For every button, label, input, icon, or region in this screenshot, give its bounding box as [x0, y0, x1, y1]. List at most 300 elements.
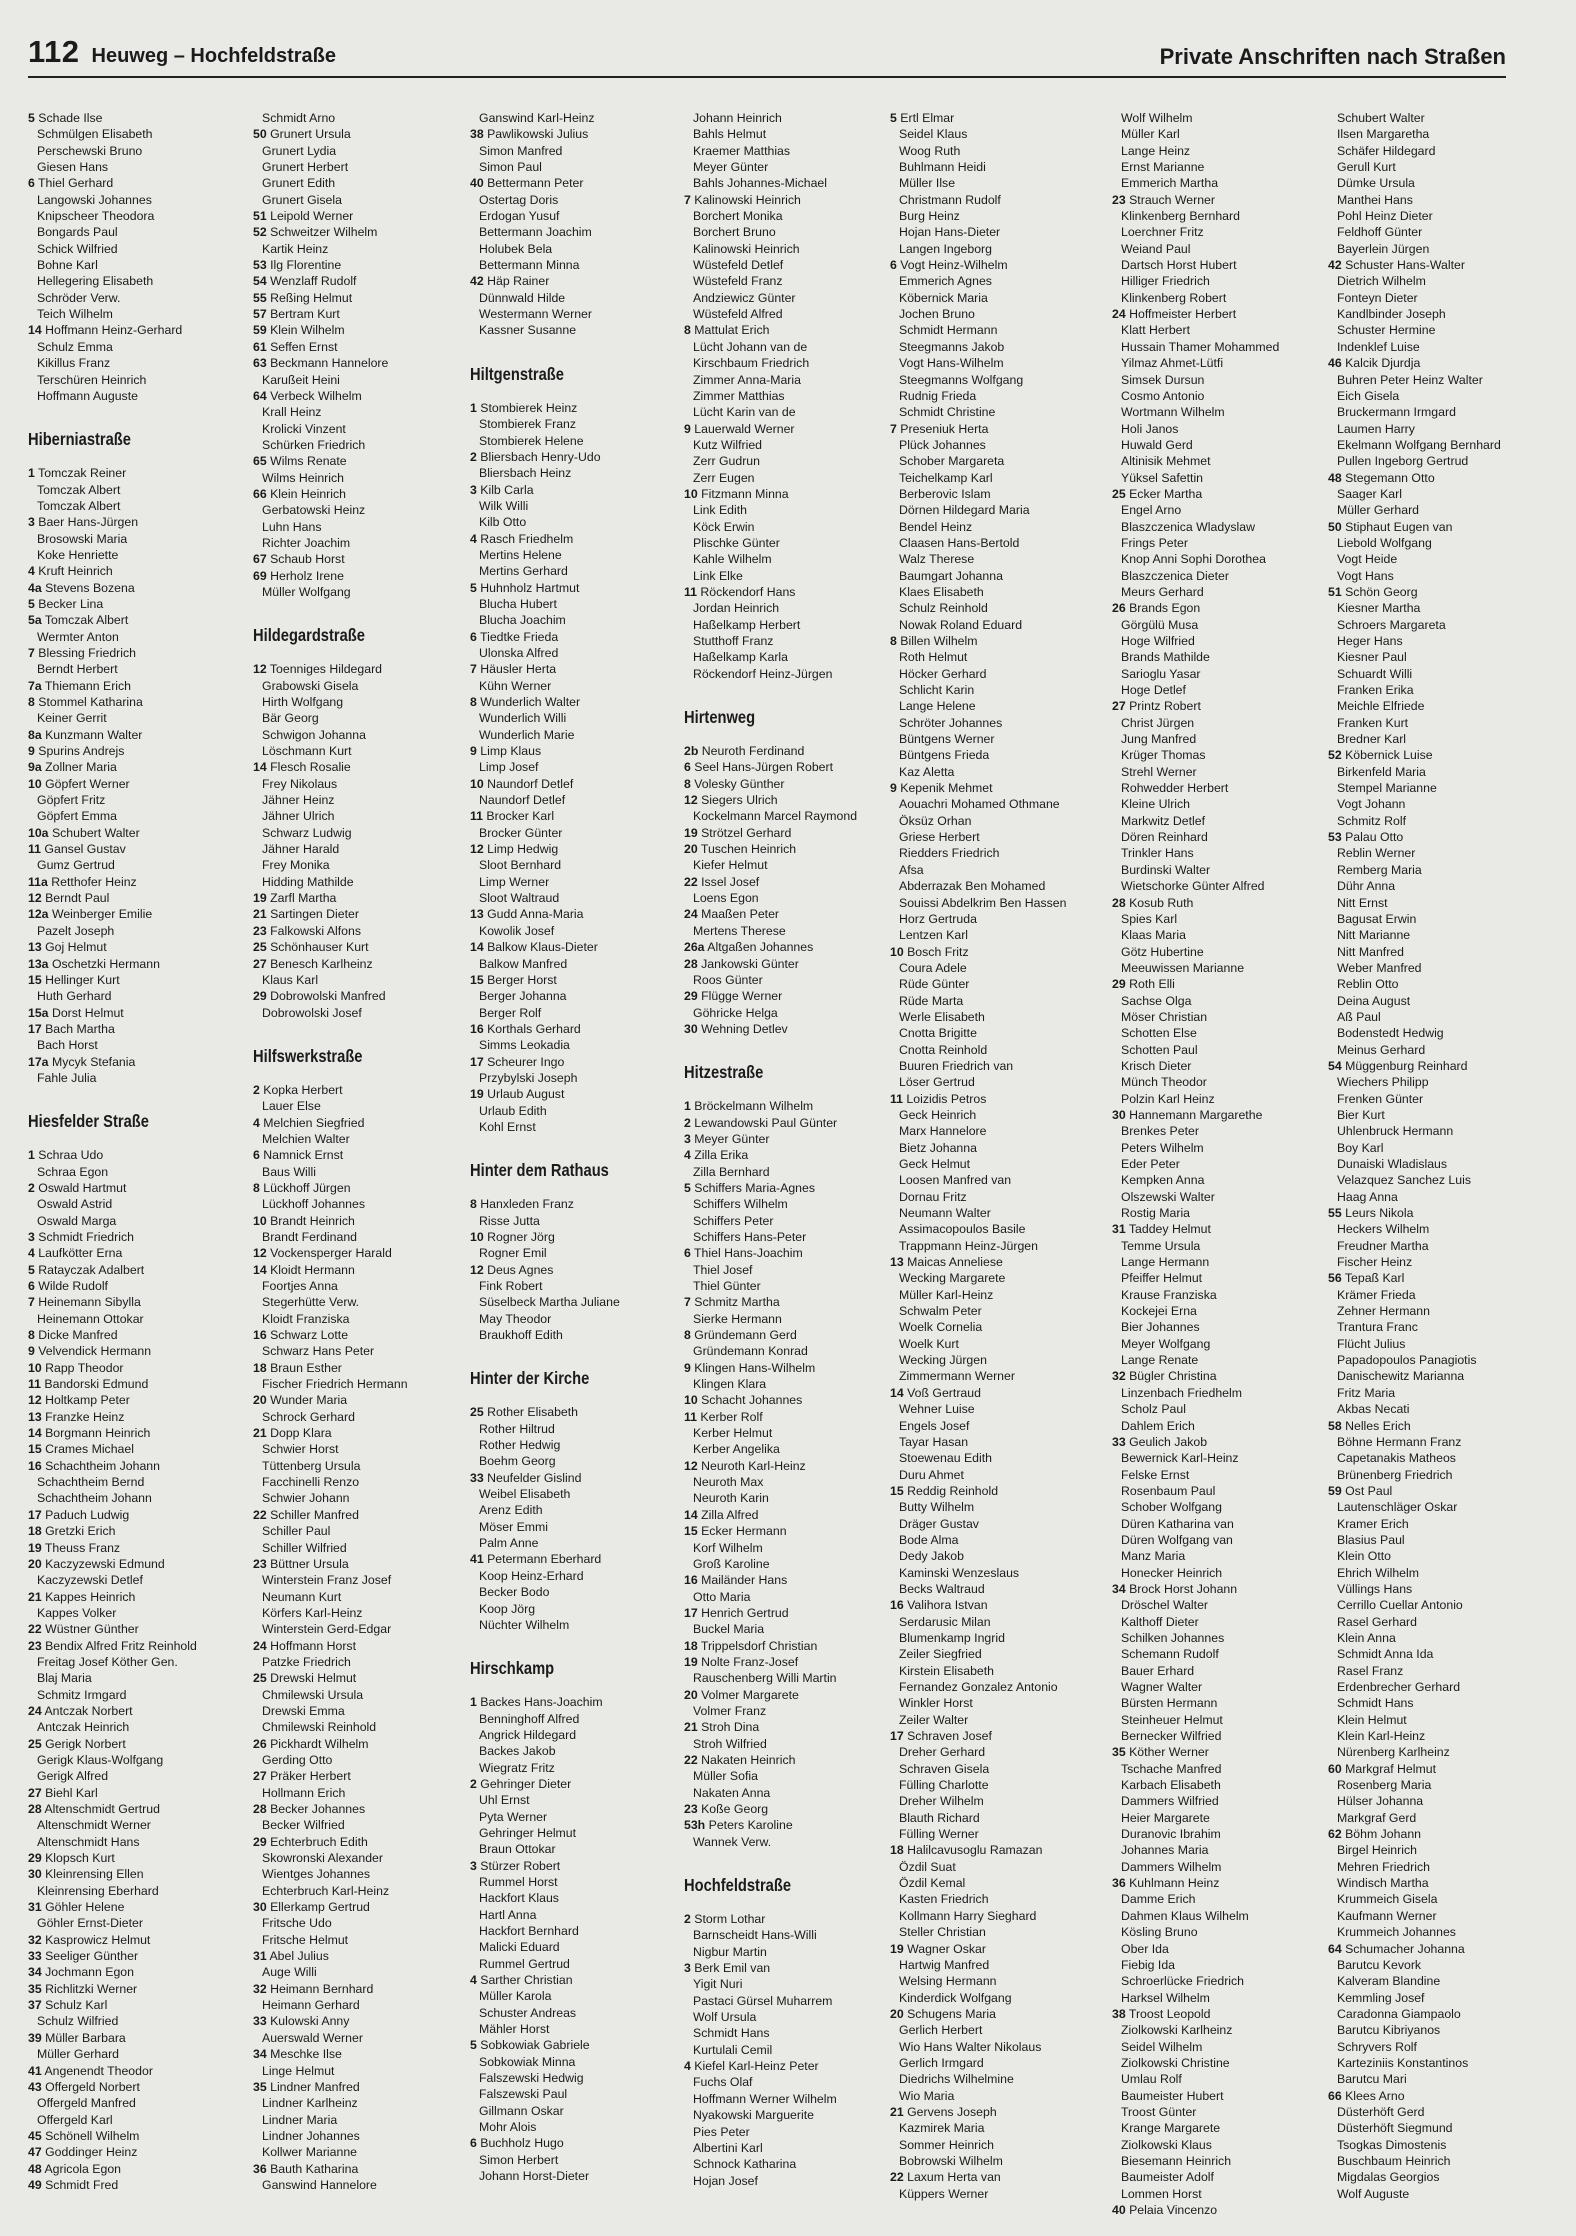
resident-entry	[28, 1768, 232, 1784]
resident-name: Bach Martha	[45, 1021, 115, 1036]
resident-entry	[890, 502, 1094, 518]
resident-name: Dühr Anna	[1337, 879, 1396, 894]
resident-name: Bobrowski Wilhelm	[899, 2153, 1003, 2168]
resident-entry	[890, 437, 1094, 453]
resident-entry	[28, 498, 232, 514]
resident-entry	[470, 874, 674, 890]
resident-name: Afsa	[899, 862, 924, 877]
resident-name: Geck Heinrich	[899, 1107, 977, 1122]
resident-name: Abderrazak Ben Mohamed	[899, 879, 1046, 894]
resident-name: Fischer Heinz	[1337, 1255, 1413, 1270]
resident-name: Nigbur Martin	[693, 1944, 767, 1959]
resident-entry	[1112, 1957, 1316, 1973]
resident-entry	[28, 988, 232, 1004]
resident-entry	[684, 972, 888, 988]
resident-entry	[890, 1908, 1094, 1924]
resident-entry	[890, 584, 1094, 600]
house-number: 16	[28, 1458, 42, 1473]
resident-entry	[28, 2030, 232, 2046]
resident-entry	[1112, 2137, 1316, 2153]
resident-entry	[1112, 2039, 1316, 2055]
resident-name: Eder Peter	[1121, 1157, 1180, 1171]
resident-entry	[890, 355, 1094, 371]
resident-name: Häp Rainer	[487, 274, 550, 289]
resident-name: Grunert Lydia	[262, 143, 337, 158]
resident-entry	[684, 404, 888, 420]
resident-entry	[1328, 1924, 1532, 1940]
resident-entry	[253, 486, 457, 502]
house-number: 15	[890, 1483, 904, 1498]
resident-entry	[28, 890, 232, 906]
resident-name: Bruckermann Irmgard	[1337, 405, 1456, 420]
resident-entry	[1112, 339, 1316, 355]
resident-entry	[890, 1516, 1094, 1532]
resident-name: Blasius Paul	[1337, 1532, 1405, 1547]
resident-name: Neuroth Max	[693, 1475, 764, 1490]
resident-name: Horz Gertruda	[899, 911, 977, 926]
resident-entry	[470, 1825, 674, 1841]
resident-name: Stevens Bozena	[45, 580, 135, 595]
house-number: 11	[684, 1409, 697, 1424]
resident-name: Burg Heinz	[899, 209, 960, 224]
resident-name: Pyta Werner	[479, 1809, 548, 1824]
house-number: 20	[684, 842, 698, 857]
resident-entry	[28, 2046, 232, 2062]
resident-name: Grunert Gisela	[262, 192, 342, 207]
resident-entry	[684, 776, 888, 792]
resident-name: Neuroth Karl-Heinz	[701, 1458, 806, 1473]
resident-name: Falszewski Paul	[479, 2087, 568, 2102]
resident-name: Griese Herbert	[899, 830, 980, 845]
resident-name: Rummel Gertrud	[479, 1956, 570, 1971]
resident-name: Klein Karl-Heinz	[1337, 1729, 1426, 1744]
house-number: 2	[684, 1115, 691, 1130]
resident-name: Rasel Gerhard	[1337, 1614, 1417, 1629]
resident-entry	[253, 1883, 457, 1899]
resident-entry	[253, 1785, 457, 1801]
house-number: 61	[253, 339, 267, 354]
resident-name: Tsogkas Dimostenis	[1337, 2137, 1447, 2152]
resident-name: Brocker Günter	[479, 825, 563, 840]
resident-name: Schulz Reinhold	[899, 601, 988, 616]
resident-name: Schiffers Maria-Agnes	[694, 1180, 816, 1195]
resident-entry	[1112, 1254, 1316, 1270]
resident-entry	[1328, 633, 1532, 649]
house-number: 48	[28, 2161, 42, 2176]
resident-entry	[470, 1213, 674, 1229]
resident-entry	[684, 1911, 888, 1927]
resident-name: Yilmaz Ahmet-Lütfi	[1121, 356, 1224, 371]
resident-name: Wagner Walter	[1121, 1680, 1203, 1694]
resident-name: Kikillus Franz	[37, 356, 111, 371]
resident-name: Welsing Hermann	[899, 1974, 997, 1989]
resident-entry	[1328, 1172, 1532, 1188]
resident-name: Troost Günter	[1121, 2104, 1197, 2119]
resident-entry	[1112, 764, 1316, 780]
resident-name: Palm Anne	[479, 1536, 539, 1551]
resident-name: Wilms Renate	[270, 454, 347, 469]
resident-entry	[890, 600, 1094, 616]
resident-name: Hilliger Friedrich	[1121, 274, 1210, 289]
resident-name: Hackfort Bernhard	[479, 1924, 579, 1938]
resident-entry	[470, 678, 674, 694]
resident-entry	[1112, 290, 1316, 306]
resident-entry	[28, 956, 232, 972]
resident-entry	[890, 617, 1094, 633]
resident-name: Müller Ilse	[899, 176, 956, 191]
resident-entry	[1112, 1810, 1316, 1826]
resident-name: Bügler Christina	[1129, 1369, 1217, 1384]
house-number: 7	[684, 1295, 691, 1310]
resident-name: Kirschbaum Friedrich	[693, 356, 810, 371]
resident-entry	[1328, 339, 1532, 355]
resident-name: Huhnholz Hartmut	[480, 580, 580, 595]
resident-entry	[253, 1834, 457, 1850]
resident-name: Schweitzer Wilhelm	[270, 225, 378, 240]
resident-name: Stutthoff Franz	[693, 634, 774, 648]
house-number: 9	[684, 421, 691, 436]
street-heading: Hildegardstraße	[253, 625, 365, 646]
resident-entry	[1112, 1941, 1316, 1957]
resident-entry	[28, 710, 232, 726]
resident-name: Johann Horst-Dieter	[479, 2169, 590, 2184]
resident-name: Köck Erwin	[693, 519, 755, 534]
house-number: 34	[1112, 1581, 1126, 1596]
resident-name: Zilla Alfred	[701, 1507, 759, 1522]
house-number: 5	[28, 596, 35, 611]
resident-entry	[253, 1311, 457, 1327]
resident-entry	[1328, 1891, 1532, 1907]
resident-name: Frey Nikolaus	[262, 776, 338, 791]
resident-entry	[684, 1654, 888, 1670]
resident-entry	[253, 956, 457, 972]
resident-entry	[890, 290, 1094, 306]
resident-name: Wecking Margarete	[899, 1271, 1006, 1286]
resident-entry	[470, 1711, 674, 1727]
resident-entry	[684, 257, 888, 273]
resident-name: Przybylski Joseph	[479, 1070, 578, 1085]
resident-name: Reßing Helmut	[270, 290, 353, 305]
resident-name: Bahls Johannes-Michael	[693, 176, 827, 191]
resident-entry	[28, 1801, 232, 1817]
resident-name: Deina August	[1337, 993, 1411, 1008]
resident-entry	[253, 257, 457, 273]
house-number: 28	[253, 1802, 267, 1816]
resident-entry	[1328, 1826, 1532, 1842]
house-number: 38	[470, 127, 484, 142]
resident-name: Skowronski Alexander	[262, 1851, 383, 1866]
resident-name: Knop Anni Sophi Dorothea	[1121, 552, 1266, 567]
resident-entry	[684, 126, 888, 142]
resident-entry	[253, 972, 457, 988]
resident-name: Brenkes Peter	[1121, 1124, 1199, 1139]
resident-entry	[1328, 224, 1532, 240]
resident-entry	[28, 1932, 232, 1948]
resident-entry	[1328, 159, 1532, 175]
resident-name: Kraemer Matthias	[693, 143, 791, 158]
resident-entry	[28, 1507, 232, 1523]
resident-entry	[684, 1540, 888, 1556]
resident-entry	[253, 1441, 457, 1457]
house-number: 29	[1112, 977, 1126, 992]
resident-name: Schotten Else	[1121, 1026, 1197, 1041]
resident-name: May Theodor	[479, 1311, 552, 1326]
resident-name: Harksel Wilhelm	[1121, 1990, 1210, 2005]
house-number: 38	[1112, 2006, 1126, 2021]
resident-name: Christmann Rudolf	[899, 192, 1001, 207]
resident-name: Winkler Horst	[899, 1696, 973, 1711]
resident-name: Christ Jürgen	[1121, 715, 1195, 730]
resident-entry	[890, 1597, 1094, 1613]
resident-name: Schmidt Hans	[1337, 1696, 1414, 1711]
resident-name: Karbach Elisabeth	[1121, 1778, 1221, 1793]
resident-entry	[1328, 1777, 1532, 1793]
resident-name: Maaßen Peter	[701, 907, 780, 922]
house-number: 9	[28, 1344, 35, 1359]
resident-entry	[890, 1761, 1094, 1777]
resident-entry	[1112, 584, 1316, 600]
resident-name: Kleine Ulrich	[1121, 797, 1191, 812]
resident-name: Kramer Erich	[1337, 1516, 1409, 1531]
resident-name: Schober Margareta	[899, 454, 1005, 469]
resident-entry	[890, 993, 1094, 1009]
resident-name: Petermann Eberhard	[487, 1552, 602, 1567]
resident-name: Halilcavusoglu Ramazan	[907, 1843, 1043, 1858]
resident-entry	[1112, 1418, 1316, 1434]
resident-name: Knipscheer Theodora	[37, 209, 155, 224]
resident-name: Schroerlücke Friedrich	[1121, 1974, 1245, 1989]
resident-entry	[470, 416, 674, 432]
resident-entry	[1112, 747, 1316, 763]
resident-entry	[470, 1086, 674, 1102]
resident-name: Kowolik Josef	[479, 923, 555, 938]
resident-entry	[890, 1744, 1094, 1760]
resident-name: Butty Wilhelm	[899, 1500, 975, 1515]
resident-entry	[470, 1262, 674, 1278]
resident-entry	[684, 1670, 888, 1686]
house-number: 1	[470, 400, 477, 415]
resident-entry	[470, 808, 674, 824]
resident-entry	[1112, 780, 1316, 796]
resident-entry	[1112, 273, 1316, 289]
resident-entry	[890, 1875, 1094, 1891]
resident-name: Wagner Oskar	[907, 1941, 986, 1956]
house-number: 40	[1112, 2203, 1126, 2217]
resident-entry	[684, 2074, 888, 2090]
house-number: 24	[253, 1638, 267, 1653]
resident-name: Ostertag Doris	[479, 192, 559, 207]
house-number: 11	[684, 584, 697, 599]
resident-entry	[890, 388, 1094, 404]
resident-name: Woog Ruth	[899, 143, 961, 158]
resident-entry	[1112, 322, 1316, 338]
resident-entry	[684, 1409, 888, 1425]
resident-name: Aß Paul	[1337, 1009, 1381, 1024]
resident-name: Kinderdick Wolfgang	[899, 1990, 1012, 2005]
house-number: 7	[684, 192, 691, 207]
resident-entry	[684, 1005, 888, 1021]
resident-name: Linge Helmut	[262, 2063, 335, 2078]
street-heading: Hilfswerkstraße	[253, 1045, 363, 1066]
resident-name: Wietschorke Günter Alfred	[1121, 879, 1265, 894]
resident-entry	[684, 1245, 888, 1261]
resident-entry	[1328, 584, 1532, 600]
resident-name: Serdarusic Milan	[899, 1614, 991, 1629]
resident-entry	[890, 273, 1094, 289]
house-number: 19	[28, 1540, 42, 1555]
resident-entry	[684, 290, 888, 306]
resident-entry	[470, 482, 674, 498]
house-number: 14	[253, 760, 267, 775]
resident-entry	[890, 1270, 1094, 1286]
resident-entry	[1112, 2169, 1316, 2185]
resident-name: Printz Robert	[1129, 699, 1201, 714]
resident-name: Hoge Wilfried	[1121, 634, 1195, 648]
resident-entry	[1112, 1859, 1316, 1875]
resident-entry	[1112, 1679, 1316, 1695]
resident-entry	[890, 2022, 1094, 2038]
address-columns	[28, 110, 1508, 2217]
house-number: 31	[28, 1900, 42, 1915]
resident-entry	[1328, 437, 1532, 453]
resident-entry	[890, 1418, 1094, 1434]
resident-entry	[28, 1997, 232, 2013]
resident-name: Ulonska Alfred	[479, 645, 559, 660]
resident-name: Schulz Emma	[37, 339, 113, 354]
resident-entry	[890, 110, 1094, 126]
resident-entry	[1328, 1042, 1532, 1058]
resident-entry	[684, 1927, 888, 1943]
resident-entry	[1328, 290, 1532, 306]
resident-entry	[470, 322, 674, 338]
house-number: 67	[253, 552, 267, 567]
resident-entry	[1328, 1744, 1532, 1760]
resident-entry	[684, 208, 888, 224]
resident-entry	[470, 1037, 674, 1053]
resident-name: Stegerhütte Verw.	[262, 1295, 360, 1310]
resident-entry	[1112, 568, 1316, 584]
resident-entry	[684, 1327, 888, 1343]
resident-name: Buchholz Hugo	[480, 2136, 564, 2151]
house-number: 2b	[684, 744, 699, 759]
resident-name: Bongards Paul	[37, 225, 118, 240]
resident-entry	[684, 2140, 888, 2156]
resident-entry	[684, 273, 888, 289]
house-number: 33	[470, 1470, 484, 1485]
resident-name: Steegmanns Jakob	[899, 339, 1005, 354]
house-number: 7	[28, 645, 35, 660]
resident-name: Verbeck Wilhelm	[270, 388, 362, 403]
house-number: 12	[684, 793, 698, 808]
house-number: 5	[470, 2038, 477, 2053]
resident-name: Barutcu Mari	[1337, 2072, 1407, 2087]
resident-name: Balkow Manfred	[479, 956, 568, 971]
resident-entry	[28, 841, 232, 857]
house-number: 36	[253, 2161, 267, 2176]
resident-name: Hartl Anna	[479, 1907, 537, 1922]
resident-entry	[470, 939, 674, 955]
resident-name: Wehner Luise	[899, 1402, 975, 1417]
house-number: 35	[1112, 1745, 1126, 1760]
resident-name: Zilla Erika	[694, 1148, 749, 1163]
resident-entry	[470, 743, 674, 759]
resident-entry	[253, 890, 457, 906]
resident-entry	[253, 1245, 457, 1261]
resident-name: Brock Horst Johann	[1129, 1581, 1238, 1596]
resident-name: Feldhoff Günter	[1337, 225, 1423, 240]
resident-entry	[28, 1245, 232, 1261]
resident-name: Erdogan Yusuf	[479, 209, 560, 224]
resident-entry	[28, 2095, 232, 2111]
resident-entry	[1112, 2104, 1316, 2120]
resident-entry	[1328, 1614, 1532, 1630]
resident-entry	[684, 939, 888, 955]
resident-name: Kruft Heinrich	[38, 564, 113, 579]
resident-name: Steinheuer Helmut	[1121, 1712, 1223, 1727]
resident-name: Jordan Heinrich	[693, 601, 780, 616]
house-number: 55	[253, 290, 267, 305]
resident-entry	[684, 1736, 888, 1752]
house-number: 1	[28, 1148, 35, 1163]
resident-entry	[684, 1817, 888, 1833]
resident-entry	[684, 600, 888, 616]
resident-name: Schraven Gisela	[899, 1761, 990, 1776]
resident-name: Vockensperger Harald	[270, 1246, 392, 1261]
resident-entry	[253, 988, 457, 1004]
resident-entry	[684, 1719, 888, 1735]
resident-name: Limp Hedwig	[487, 842, 559, 857]
resident-entry	[684, 1262, 888, 1278]
column-5	[890, 110, 1094, 2201]
resident-entry	[684, 2058, 888, 2074]
resident-entry	[253, 1964, 457, 1980]
resident-name: Grabowski Gisela	[262, 678, 359, 693]
resident-entry	[1112, 372, 1316, 388]
house-number: 2	[470, 1776, 477, 1791]
resident-name: Mertins Gerhard	[479, 564, 568, 579]
resident-entry	[684, 1147, 888, 1163]
resident-entry	[684, 1944, 888, 1960]
resident-name: Steller Christian	[899, 1925, 986, 1940]
resident-entry	[890, 421, 1094, 437]
resident-name: Kalveram Blandine	[1337, 1974, 1441, 1989]
resident-entry	[28, 2063, 232, 2079]
house-number: 8	[890, 634, 897, 648]
resident-entry	[684, 1311, 888, 1327]
house-number: 14	[28, 1426, 42, 1441]
resident-name: Strehl Werner	[1121, 764, 1197, 779]
resident-name: Lauerwald Werner	[694, 421, 795, 436]
resident-entry	[684, 437, 888, 453]
resident-name: Fernandez Gonzalez Antonio	[899, 1680, 1058, 1694]
house-number: 31	[253, 1949, 267, 1964]
resident-entry	[890, 551, 1094, 567]
resident-name: Rostig Maria	[1121, 1206, 1191, 1221]
resident-name: Birkenfeld Maria	[1337, 764, 1426, 779]
resident-entry	[890, 1777, 1094, 1793]
resident-entry	[684, 617, 888, 633]
resident-entry	[253, 1752, 457, 1768]
resident-name: Danischewitz Marianna	[1337, 1369, 1465, 1384]
resident-entry	[1328, 1401, 1532, 1417]
resident-entry	[684, 1343, 888, 1359]
resident-entry	[253, 1115, 457, 1131]
resident-entry	[890, 1450, 1094, 1466]
resident-name: Neufelder Gislind	[487, 1470, 582, 1485]
resident-name: Tschache Manfred	[1121, 1761, 1222, 1776]
resident-name: Goj Helmut	[45, 940, 107, 955]
resident-name: Hellinger Kurt	[45, 972, 120, 987]
